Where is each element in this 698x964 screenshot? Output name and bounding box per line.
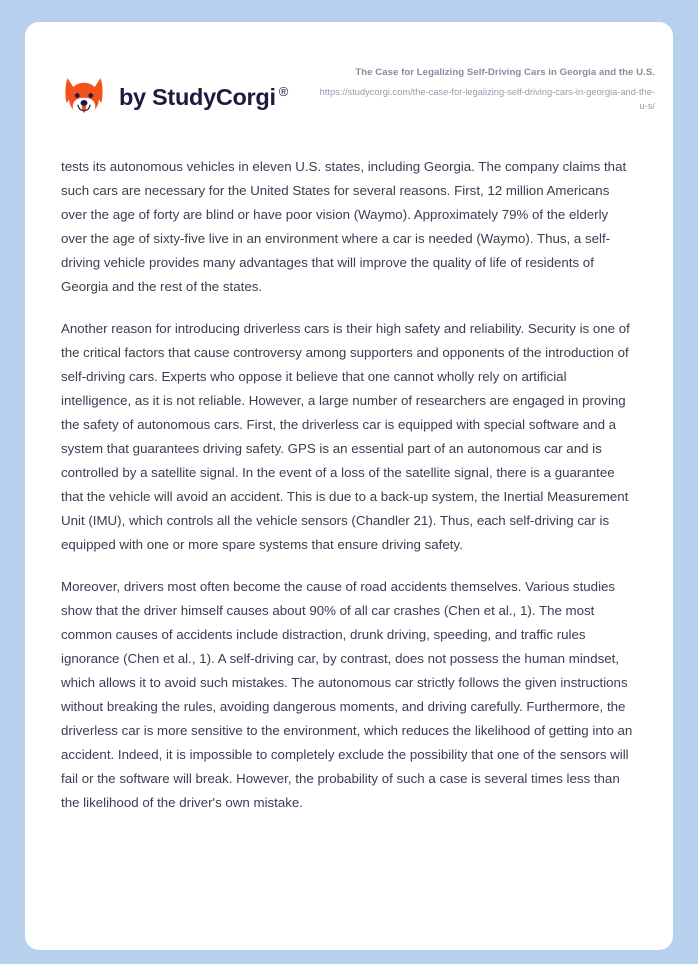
document-body	[25, 155, 673, 815]
brand-name-text: by StudyCorgi	[119, 83, 276, 110]
document-page-card	[25, 22, 673, 950]
document-header	[25, 22, 673, 155]
body-paragraph: Another reason for introducing driverless cars is their high safety and reliability. Security is one of the critical factors that cause controversy among supporters and opponents of the introduction of self-driving cars. Experts who oppose it believe that one cannot wholly rely on artificial intelligence, as it is not reliable. However, a large number of researchers are engaged in proving the safety of autonomous cars. First, the driverless car is equipped with special software and a system that guarantees driving safety. GPS is an essential part of an autonomous car and is controlled by a satellite signal. In the event of a loss of the satellite signal, there is a guarantee that the vehicle will avoid an accident. This is due to a back-up system, the Inertial Measurement Unit (IMU), which controls all the vehicle sensors (Chandler 21). Thus, each self-driving car is equipped with one or more spare systems that ensure driving safety.	[61, 321, 630, 552]
body-paragraph: Moreover, drivers most often become the cause of road accidents themselves. Various studies show that the driver himself causes about 90% of all car crashes (Chen et al., 1). The most common causes of accidents include distraction, drunk driving, speeding, and traffic rules ignorance (Chen et al., 1). A self-driving car, by contrast, does not possess the human mindset, which allows it to avoid such mistakes. The autonomous car strictly follows the given instructions without breaking the rules, avoiding dangerous moments, and driving carefully. Furthermore, the driverless car is more sensitive to the environment, which reduces the likelihood of getting into an accident. Indeed, it is impossible to completely exclude the possibility that one of the sensors will fail or the software will break. However, the probability of such a case is several times less than the likelihood of the driver's own mistake.	[61, 579, 633, 810]
corgi-face-logo-icon	[60, 73, 108, 121]
source-url[interactable]: https://studycorgi.com/the-case-for-legalizing-self-driving-cars-in-georgia-and-the-u-s/	[319, 86, 655, 111]
document-meta	[315, 66, 655, 114]
brand-name	[119, 85, 288, 109]
registered-trademark-icon: ®	[278, 83, 288, 99]
brand-logo-block	[60, 73, 288, 121]
page-title: The Case for Legalizing Self-Driving Cars in Georgia and the U.S.	[355, 67, 655, 78]
body-paragraph: tests its autonomous vehicles in eleven U.S. states, including Georgia. The company claims that such cars are necessary for the United States for several reasons. First, 12 million Americans over the age of forty are blind or have poor vision (Waymo). Approximately 79% of the elderly over the age of sixty-five live in an environment where a car is needed (Waymo). Thus, a self-driving vehicle provides many advantages that will improve the quality of life of residents of Georgia and the rest of the states.	[61, 159, 627, 294]
